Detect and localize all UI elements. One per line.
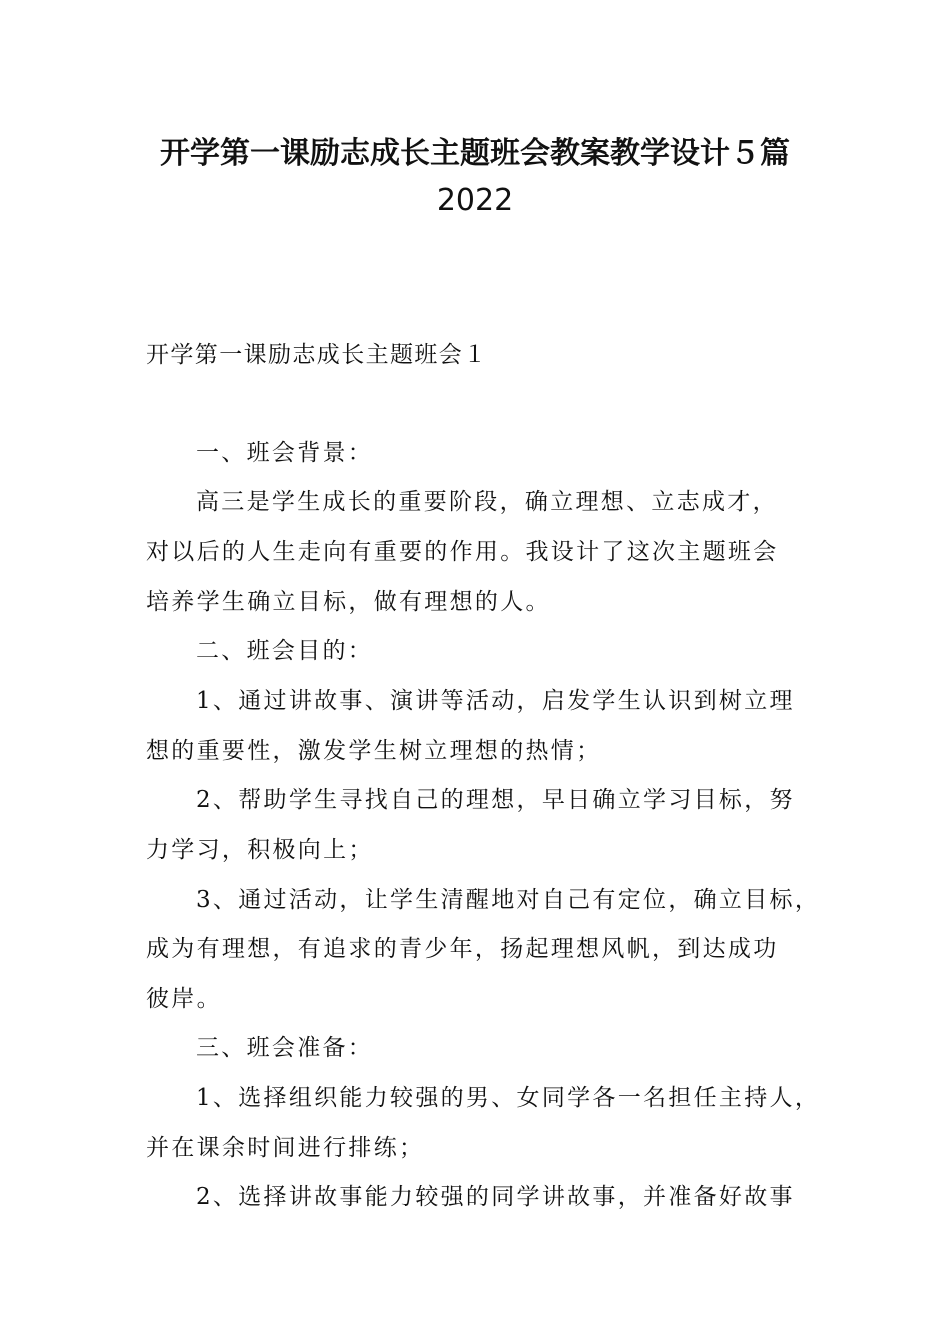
paragraph-line: 2、帮助学生寻找自己的理想，早日确立学习目标，努 [196, 787, 795, 813]
heading-preparation: 三、班会准备： [196, 1035, 374, 1061]
heading-purpose: 二、班会目的： [196, 638, 374, 664]
paragraph-line: 并在课余时间进行排练； [146, 1135, 425, 1161]
paragraph-line: 1、选择组织能力较强的男、女同学各一名担任主持人， [196, 1085, 821, 1111]
paragraph-line: 彼岸。 [146, 986, 222, 1012]
paragraph-line: 对以后的人生走向有重要的作用。我设计了这次主题班会 [146, 539, 779, 565]
section-title: 开学第一课励志成长主题班会１ [146, 342, 488, 368]
paragraph-line: 培养学生确立目标，做有理想的人。 [146, 589, 551, 615]
paragraph-line: 成为有理想，有追求的青少年，扬起理想风帆，到达成功 [146, 936, 779, 962]
paragraph-line: 2、选择讲故事能力较强的同学讲故事，并准备好故事 [196, 1184, 795, 1210]
paragraph-line: 高三是学生成长的重要阶段，确立理想、立志成才， [196, 489, 778, 515]
heading-background: 一、班会背景： [196, 440, 374, 466]
paragraph-line: 3、通过活动，让学生清醒地对自己有定位，确立目标， [196, 887, 821, 913]
paragraph-line: 想的重要性，激发学生树立理想的热情； [146, 738, 602, 764]
document-title: 开学第一课励志成长主题班会教案教学设计５篇 [160, 136, 790, 171]
paragraph-line: 1、通过讲故事、演讲等活动，启发学生认识到树立理 [196, 688, 795, 714]
document-title-year: 2022 [436, 183, 514, 218]
paragraph-line: 力学习，积极向上； [146, 837, 374, 863]
